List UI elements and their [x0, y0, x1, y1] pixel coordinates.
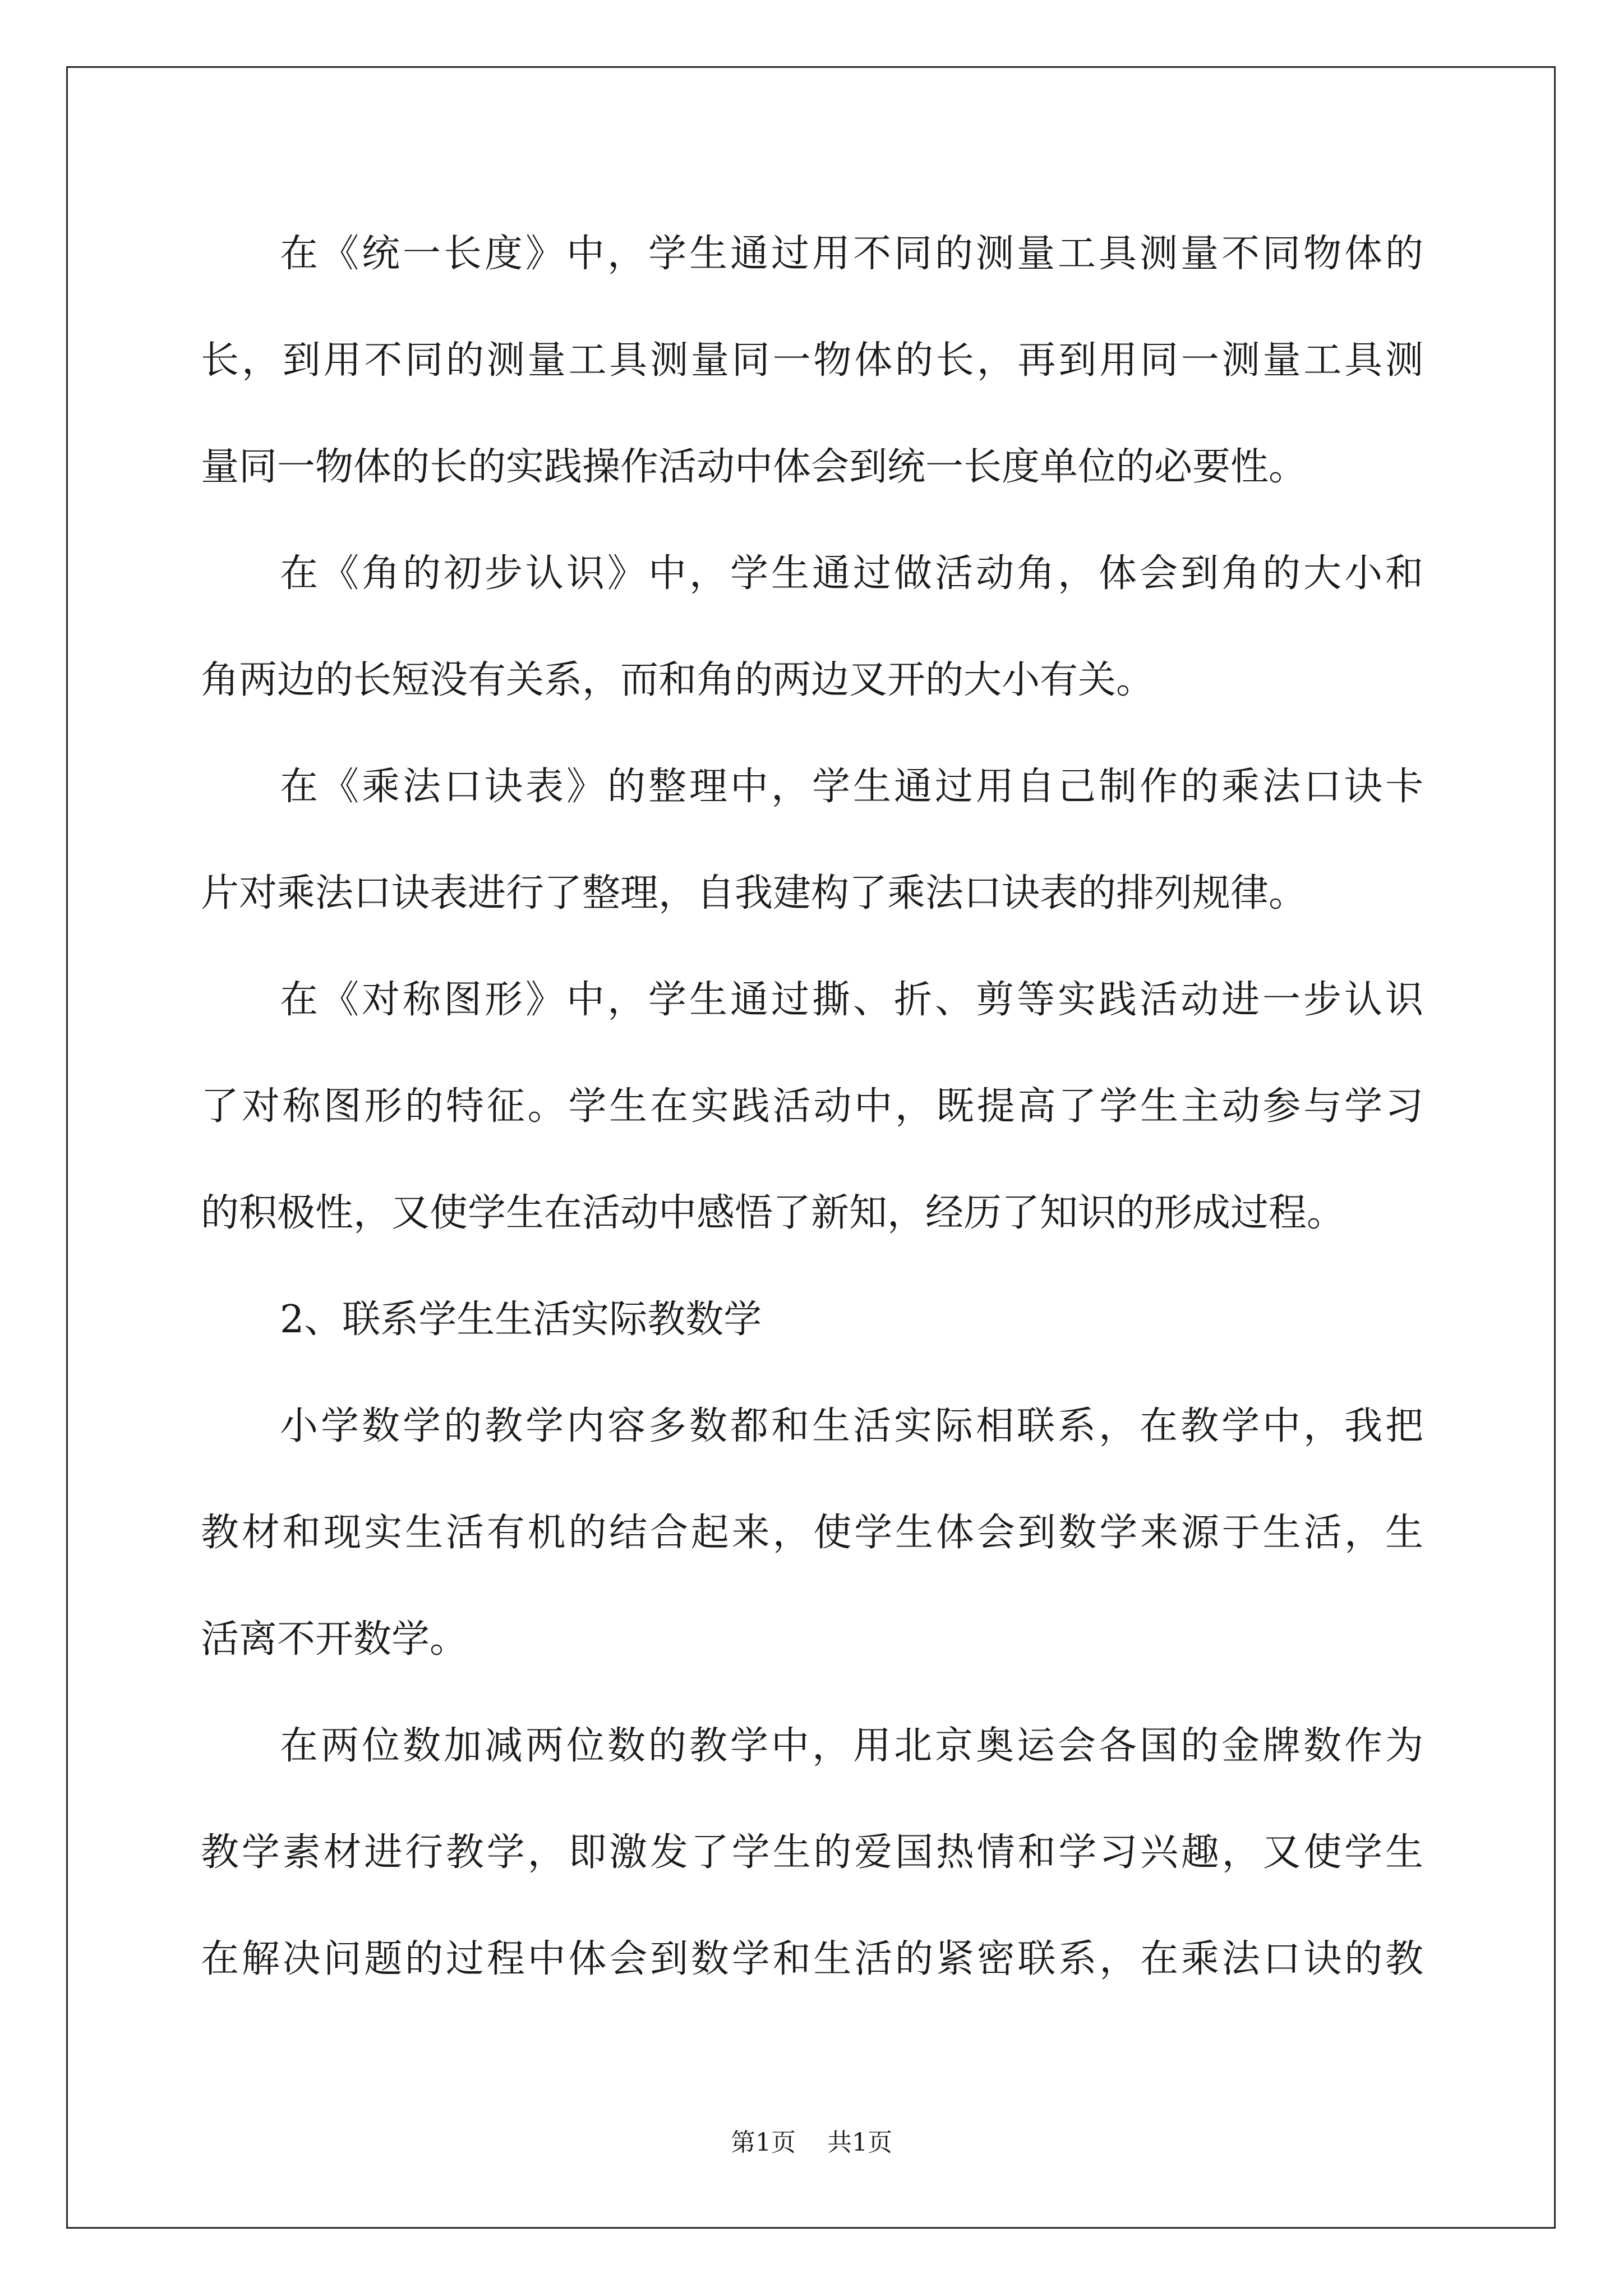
text-line: 量同一物体的长的实践操作活动中体会到统一长度单位的必要性。: [201, 445, 1307, 489]
document-body: [201, 201, 1423, 2013]
page-number-current: 第1页: [731, 2128, 796, 2157]
text-line: 角两边的长短没有关系，而和角的两边叉开的大小有关。: [201, 658, 1155, 702]
page-number-total: 共1页: [827, 2128, 892, 2157]
text-line: 片对乘法口诀表进行了整理，自我建构了乘法口诀表的排列规律。: [201, 871, 1307, 915]
text-line: 活离不开数学。: [201, 1617, 468, 1662]
text-line: 在《对称图形》中，学生通过撕、折、剪等实践活动进一步认识: [280, 978, 1423, 1022]
section-heading: 2、联系学生生活实际教数学: [280, 1297, 762, 1342]
text-line: 教材和现实生活有机的结合起来，使学生体会到数学来源于生活，生: [201, 1511, 1423, 1555]
text-line: 在解决问题的过程中体会到数学和生活的紧密联系，在乘法口诀的教: [201, 1937, 1423, 1981]
text-line: 教学素材进行教学，即激发了学生的爱国热情和学习兴趣，又使学生: [201, 1830, 1423, 1875]
text-line: 了对称图形的特征。学生在实践活动中，既提高了学生主动参与学习: [201, 1084, 1423, 1129]
text-line: 在《统一长度》中，学生通过用不同的测量工具测量不同物体的: [280, 232, 1423, 276]
text-line: 在两位数加减两位数的教学中，用北京奥运会各国的金牌数作为: [280, 1724, 1423, 1768]
text-line: 在《角的初步认识》中，学生通过做活动角，体会到角的大小和: [280, 551, 1423, 596]
page-footer: [0, 2126, 1623, 2160]
text-line: 的积极性，又使学生在活动中感悟了新知，经历了知识的形成过程。: [201, 1191, 1345, 1235]
text-line: 小学数学的教学内容多数都和生活实际相联系，在教学中，我把: [280, 1404, 1423, 1448]
text-line: 长，到用不同的测量工具测量同一物体的长，再到用同一测量工具测: [201, 338, 1423, 383]
text-line: 在《乘法口诀表》的整理中，学生通过用自己制作的乘法口诀卡: [280, 765, 1423, 809]
